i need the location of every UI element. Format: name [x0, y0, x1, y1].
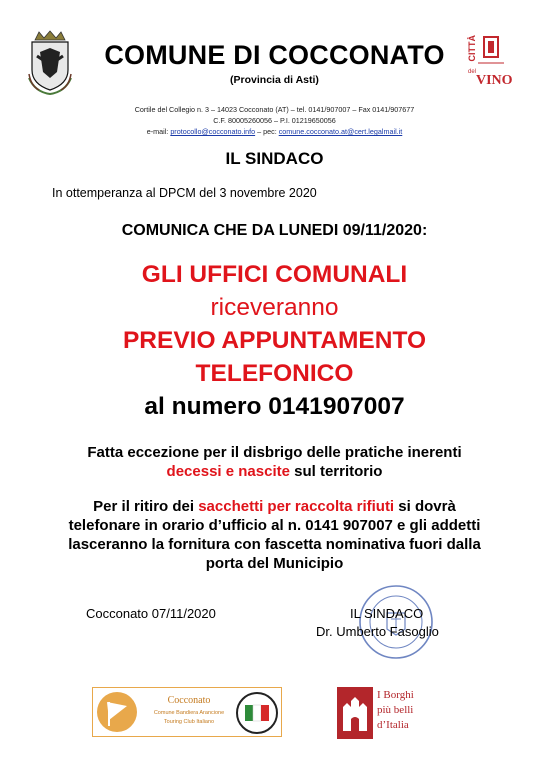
- exception-line: Fatta eccezione per il disbrigo delle pratiche inerenti: [87, 444, 462, 461]
- comunica-heading: COMUNICA CHE DA LUNEDI 09/11/2020:: [121, 222, 428, 239]
- borghi-piu-belli-logo: [337, 687, 432, 739]
- province-subtitle: (Provincia di Asti): [230, 74, 319, 86]
- highlight-text: decessi e nascite: [166, 463, 290, 480]
- exception-line: [0, 462, 549, 481]
- borghi-line1: I Borghi: [377, 689, 414, 701]
- borghi-line2: più belli: [377, 704, 414, 716]
- notice-line: riceveranno: [210, 294, 339, 321]
- signature-title: IL SINDACO: [350, 606, 424, 621]
- bandiera-line1: Comune Bandiera Arancione: [153, 710, 225, 716]
- official-stamp: [357, 583, 435, 661]
- notice-line: TELEFONICO: [195, 360, 354, 387]
- preamble-text: In ottemperanza al DPCM del 3 novembre 2020: [52, 186, 317, 200]
- address-line: Cortile del Collegio n. 3 – 14023 Cocconato (AT) – tel. 0141/907007 – Fax 0141/907677: [134, 105, 415, 114]
- email-label: e-mail:: [146, 127, 171, 136]
- logo-text-vino: VINO: [476, 73, 513, 88]
- orange-flag-icon: [95, 690, 139, 734]
- touring-club-icon: [235, 691, 279, 735]
- waste-line: lasceranno la fornitura con fascetta nominativa fuori dalla: [68, 536, 481, 553]
- waste-line: [0, 497, 549, 516]
- castle-icon: [337, 687, 373, 739]
- waste-pre: Per il ritiro dei: [93, 498, 199, 515]
- borghi-line3: d’Italia: [377, 719, 409, 731]
- pec-link[interactable]: comune.cocconato.at@cert.legalmail.it: [278, 127, 403, 136]
- bandiera-line2: Touring Club Italiano: [163, 719, 215, 725]
- email-link[interactable]: protocollo@cocconato.info: [170, 127, 256, 136]
- exception-rest: sul territorio: [289, 463, 383, 480]
- sindaco-heading: IL SINDACO: [225, 149, 324, 168]
- place-date: Cocconato 07/11/2020: [86, 606, 216, 621]
- waste-line: porta del Municipio: [205, 555, 344, 572]
- phone-number-line: al numero 0141907007: [144, 393, 405, 420]
- signature-name: Dr. Umberto Fasoglio: [316, 624, 439, 639]
- bandiera-title: Cocconato: [167, 695, 211, 706]
- notice-line: PREVIO APPUNTAMENTO: [122, 327, 427, 354]
- logo-text-del: del: [468, 69, 477, 75]
- waste-bags-paragraph: [0, 497, 549, 573]
- fiscal-codes: C.F. 80005260056 – P.I. 01219650056: [213, 116, 336, 125]
- waste-post: si dovrà: [394, 498, 456, 515]
- page-title: COMUNE DI COCCONATO: [104, 40, 445, 70]
- pec-label: – pec:: [255, 127, 279, 136]
- exception-paragraph: [0, 443, 549, 481]
- waste-line: telefonare in orario d’ufficio al n. 0141 907007 e gli addetti: [68, 517, 481, 534]
- logo-text-citta: CITTÀ: [467, 35, 477, 62]
- highlight-text: sacchetti per raccolta rifiuti: [198, 498, 395, 515]
- bandiera-arancione-banner: [92, 687, 282, 737]
- notice-line: GLI UFFICI COMUNALI: [141, 261, 408, 288]
- contact-line: [0, 127, 549, 136]
